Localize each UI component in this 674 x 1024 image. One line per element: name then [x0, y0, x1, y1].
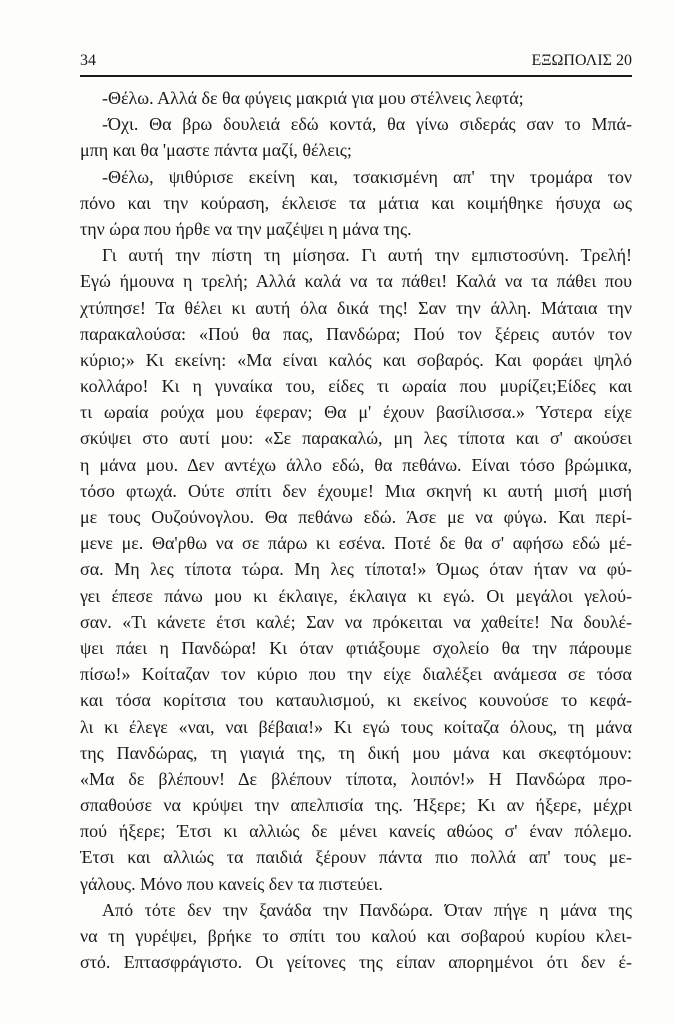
text-line: ψει πάει η Πανδώρα! Κι όταν φτιάξουμε σχολείο θα την πάρουμε	[80, 637, 632, 658]
text-line: σπαθούσε να κρύψει την απελπισία της. Ήξερε; Κι αν ήξερε, μέχρι	[80, 795, 632, 816]
text-line: μενε με. Θα'ρθω να σε πάρω κι εσένα. Ποτέ δε θα σ' αφήσω εδώ μέ-	[80, 533, 632, 554]
text-line: Από τότε δεν την ξανάδα την Πανδώρα. Όταν πήγε η μάνα της	[102, 899, 632, 920]
text-line: παρακαλούσα: «Πού θα πας, Πανδώρα; Πού τον ξέρεις αυτόν τον	[80, 323, 632, 344]
text-line: Γι αυτή την πίστη τη μίσησα. Γι αυτή την εμπιστοσύνη. Τρελή!	[102, 245, 632, 266]
text-line: την ώρα που ήρθε να την μαζέψει η μάνα της.	[80, 218, 412, 239]
text-line: της Πανδώρας, τη γιαγιά της, τη δική μου μάνα και σκεφτόμουν:	[80, 742, 632, 763]
page-number: 34	[80, 52, 96, 69]
text-line: σαν. «Τι κάνετε έτσι καλέ; Σαν να πρόκειται να χαθείτε! Να δουλέ-	[80, 611, 632, 632]
text-line: -Θέλω. Αλλά δε θα φύγεις μακριά για μου στέλνεις λεφτά;	[102, 88, 524, 108]
running-head	[80, 52, 632, 74]
text-line: πόνο και την κούραση, έκλεισε τα μάτια και κοιμήθηκε ήσυχα ως	[80, 192, 632, 213]
text-line: στό. Επτασφράγιστο. Οι γείτονες της είπαν απορημένοι ότι δεν έ-	[80, 952, 632, 973]
text-line: μπη και θα 'μαστε πάντα μαζί, θέλεις;	[80, 140, 352, 161]
text-line: γάλους. Μόνο που κανείς δεν τα πιστεύει.	[80, 873, 383, 894]
text-line: -Θέλω, ψιθύρισε εκείνη και, τσακισμένη απ' την τρομάρα τον	[102, 166, 632, 187]
text-line: σα. Μη λες τίποτα τώρα. Μη λες τίποτα!» Όμως όταν ήταν να φύ-	[80, 559, 632, 580]
text-line: κύριο;» Κι εκείνη: «Μα είναι καλός και σοβαρός. Και φοράει ψηλό	[80, 349, 632, 370]
journal-title: ΕΞΩΠΟΛΙΣ 20	[531, 52, 632, 69]
text-line: Εγώ ήμουνα η τρελή; Αλλά καλά να τα πάθει! Καλά να τα πάθει που	[80, 271, 632, 292]
text-line: σκύψει στο αυτί μου: «Σε παρακαλώ, μη λες τίποτα και σ' ακούσει	[80, 428, 632, 449]
text-line: λι κι έλεγε «ναι, ναι βέβαια!» Κι εγώ τους κοίταζα όλους, τη μάνα	[80, 716, 632, 737]
text-line: γει έπεσε πάνω μου κι έκλαιγε, έκλαιγα κι εγώ. Οι μεγάλοι γελού-	[80, 585, 632, 606]
header-rule	[80, 75, 632, 77]
text-line: να τη γυρέψει, βρήκε το σπίτι του καλού και σοβαρού κυρίου κλει-	[80, 926, 632, 946]
text-line: με τους Ουζούνογλου. Θα πεθάνω εδώ. Άσε με να φύγω. Και περί-	[80, 507, 632, 527]
text-line: Έτσι και αλλιώς τα παιδιά ξέρουν πάντα πιο πολλά απ' τους με-	[80, 847, 632, 868]
body-text	[80, 85, 632, 975]
text-line: πίσω!» Κοίταζαν τον κύριο που την είχε διαλέξει ανάμεσα σε τόσα	[80, 664, 632, 685]
text-line: «Μα δε βλέπουν! Δε βλέπουν τίποτα, λοιπόν!» Η Πανδώρα προ-	[80, 768, 632, 789]
text-line: τι ωραία ρούχα μου έφεραν; Θα μ' έχουν βασίλισσα.» Ύστερα είχε	[80, 402, 632, 423]
text-line: -Όχι. Θα βρω δουλειά εδώ κοντά, θα γίνω σιδεράς σαν το Μπά-	[102, 114, 632, 135]
text-line: χτύπησε! Τα θέλει κι αυτή όλα δικά της! Σαν την άλλη. Μάταια την	[80, 297, 632, 318]
text-line: και τόσα κορίτσια του καταυλισμού, κι εκείνος κουνούσε το κεφά-	[80, 690, 632, 711]
text-line: κολλάρο! Κι η γυναίκα του, είδες τι ωραία που μυρίζει;Είδες και	[80, 376, 632, 397]
text-line: πού ήξερε; Έτσι κι αλλιώς δε μένει κανείς αθώος σ' έναν πόλεμο.	[80, 821, 632, 842]
text-line: η μάνα μου. Δεν αντέχω άλλο εδώ, θα πεθάνω. Είναι τόσο βρώμικα,	[80, 454, 632, 475]
text-line: τόσο φτωχά. Ούτε σπίτι δεν έχουμε! Μια σκηνή κι αυτή μισή μισή	[80, 480, 632, 501]
